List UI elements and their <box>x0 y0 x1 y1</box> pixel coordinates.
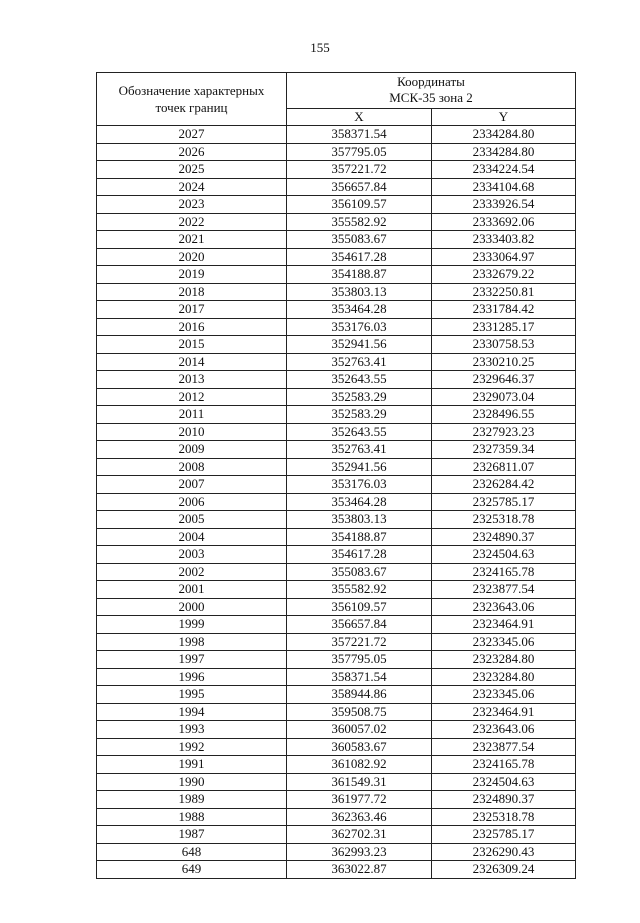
x-cell: 357221.72 <box>287 633 432 651</box>
point-cell: 2010 <box>97 423 287 441</box>
point-cell: 1998 <box>97 633 287 651</box>
table-row <box>97 826 576 844</box>
y-cell: 2323284.80 <box>432 651 576 669</box>
table-row <box>97 721 576 739</box>
y-cell: 2331784.42 <box>432 301 576 319</box>
table-row <box>97 773 576 791</box>
coordinates-table <box>96 72 576 879</box>
table-row <box>97 633 576 651</box>
point-designation-header <box>97 73 287 126</box>
table-row <box>97 196 576 214</box>
y-cell: 2325318.78 <box>432 511 576 529</box>
x-cell: 361082.92 <box>287 756 432 774</box>
table-row <box>97 581 576 599</box>
coordinates-group-header-line1: Координаты <box>397 74 465 90</box>
x-cell: 352583.29 <box>287 388 432 406</box>
point-cell: 1996 <box>97 668 287 686</box>
x-column-header: X <box>287 108 432 125</box>
point-cell: 2024 <box>97 178 287 196</box>
y-cell: 2334224.54 <box>432 161 576 179</box>
x-cell: 355083.67 <box>287 231 432 249</box>
y-cell: 2334284.80 <box>432 126 576 144</box>
point-cell: 1995 <box>97 686 287 704</box>
y-cell: 2324165.78 <box>432 563 576 581</box>
point-cell: 1999 <box>97 616 287 634</box>
table-row <box>97 756 576 774</box>
y-cell: 2326284.42 <box>432 476 576 494</box>
table-row <box>97 686 576 704</box>
x-cell: 353803.13 <box>287 511 432 529</box>
x-cell: 361977.72 <box>287 791 432 809</box>
table-row <box>97 388 576 406</box>
x-cell: 358944.86 <box>287 686 432 704</box>
y-cell: 2325785.17 <box>432 826 576 844</box>
y-cell: 2324890.37 <box>432 791 576 809</box>
point-cell: 2013 <box>97 371 287 389</box>
point-cell: 2019 <box>97 266 287 284</box>
point-cell: 2002 <box>97 563 287 581</box>
y-cell: 2323877.54 <box>432 581 576 599</box>
y-column-header: Y <box>432 108 576 125</box>
x-cell: 356109.57 <box>287 598 432 616</box>
point-cell: 2011 <box>97 406 287 424</box>
x-cell: 362702.31 <box>287 826 432 844</box>
x-cell: 355083.67 <box>287 563 432 581</box>
x-cell: 353176.03 <box>287 476 432 494</box>
y-cell: 2325318.78 <box>432 808 576 826</box>
y-cell: 2326290.43 <box>432 843 576 861</box>
y-cell: 2332679.22 <box>432 266 576 284</box>
y-cell: 2329073.04 <box>432 388 576 406</box>
y-cell: 2324504.63 <box>432 773 576 791</box>
point-cell: 2005 <box>97 511 287 529</box>
table-row <box>97 458 576 476</box>
y-cell: 2325785.17 <box>432 493 576 511</box>
table-row <box>97 336 576 354</box>
table-row <box>97 651 576 669</box>
point-cell: 1993 <box>97 721 287 739</box>
y-cell: 2331285.17 <box>432 318 576 336</box>
y-cell: 2323643.06 <box>432 721 576 739</box>
table-row <box>97 546 576 564</box>
y-cell: 2334284.80 <box>432 143 576 161</box>
x-cell: 354617.28 <box>287 546 432 564</box>
x-cell: 355582.92 <box>287 213 432 231</box>
y-cell: 2327359.34 <box>432 441 576 459</box>
y-cell: 2333403.82 <box>432 231 576 249</box>
table-row <box>97 843 576 861</box>
point-cell: 1988 <box>97 808 287 826</box>
point-cell: 2015 <box>97 336 287 354</box>
y-cell: 2323464.91 <box>432 616 576 634</box>
point-cell: 2004 <box>97 528 287 546</box>
table-row <box>97 371 576 389</box>
x-cell: 356657.84 <box>287 178 432 196</box>
x-cell: 353464.28 <box>287 493 432 511</box>
x-cell: 352763.41 <box>287 441 432 459</box>
point-designation-header-line2: точек границ <box>155 100 228 115</box>
point-cell: 1994 <box>97 703 287 721</box>
coordinates-group-header <box>287 73 576 109</box>
x-cell: 361549.31 <box>287 773 432 791</box>
point-cell: 2023 <box>97 196 287 214</box>
x-cell: 352763.41 <box>287 353 432 371</box>
table-row <box>97 616 576 634</box>
x-cell: 354188.87 <box>287 528 432 546</box>
x-cell: 353803.13 <box>287 283 432 301</box>
x-cell: 357221.72 <box>287 161 432 179</box>
y-cell: 2323877.54 <box>432 738 576 756</box>
y-cell: 2324504.63 <box>432 546 576 564</box>
table-row <box>97 668 576 686</box>
x-cell: 359508.75 <box>287 703 432 721</box>
point-designation-header-line1: Обозначение характерных <box>118 83 265 98</box>
table-row <box>97 511 576 529</box>
x-cell: 357795.05 <box>287 143 432 161</box>
x-cell: 352583.29 <box>287 406 432 424</box>
point-cell: 2017 <box>97 301 287 319</box>
y-cell: 2323643.06 <box>432 598 576 616</box>
point-cell: 1987 <box>97 826 287 844</box>
point-cell: 2025 <box>97 161 287 179</box>
point-cell: 648 <box>97 843 287 861</box>
x-cell: 358371.54 <box>287 668 432 686</box>
x-cell: 352643.55 <box>287 371 432 389</box>
x-cell: 355582.92 <box>287 581 432 599</box>
x-cell: 362363.46 <box>287 808 432 826</box>
x-cell: 356109.57 <box>287 196 432 214</box>
y-cell: 2328496.55 <box>432 406 576 424</box>
point-cell: 2000 <box>97 598 287 616</box>
x-cell: 354188.87 <box>287 266 432 284</box>
table-row <box>97 528 576 546</box>
page-number: 155 <box>310 40 330 55</box>
y-cell: 2329646.37 <box>432 371 576 389</box>
x-cell: 352941.56 <box>287 336 432 354</box>
y-cell: 2327923.23 <box>432 423 576 441</box>
point-cell: 2016 <box>97 318 287 336</box>
point-cell: 1992 <box>97 738 287 756</box>
table-row <box>97 703 576 721</box>
point-cell: 2014 <box>97 353 287 371</box>
table-row <box>97 283 576 301</box>
y-cell: 2330758.53 <box>432 336 576 354</box>
table-row <box>97 406 576 424</box>
table-row <box>97 301 576 319</box>
table-body <box>97 126 576 879</box>
x-cell: 352941.56 <box>287 458 432 476</box>
table-row <box>97 126 576 144</box>
point-cell: 1997 <box>97 651 287 669</box>
table-row <box>97 318 576 336</box>
table-row <box>97 231 576 249</box>
table-row <box>97 353 576 371</box>
table-row <box>97 423 576 441</box>
y-cell: 2332250.81 <box>432 283 576 301</box>
coordinates-group-header-line2: МСК-35 зона 2 <box>389 90 473 106</box>
point-cell: 1990 <box>97 773 287 791</box>
point-cell: 2008 <box>97 458 287 476</box>
point-cell: 2009 <box>97 441 287 459</box>
x-cell: 360583.67 <box>287 738 432 756</box>
point-cell: 2020 <box>97 248 287 266</box>
table-row <box>97 178 576 196</box>
table-row <box>97 791 576 809</box>
table-row <box>97 861 576 879</box>
x-cell: 352643.55 <box>287 423 432 441</box>
table-row <box>97 563 576 581</box>
y-cell: 2323464.91 <box>432 703 576 721</box>
point-cell: 2022 <box>97 213 287 231</box>
table-row <box>97 738 576 756</box>
y-cell: 2323345.06 <box>432 633 576 651</box>
y-cell: 2326811.07 <box>432 458 576 476</box>
y-cell: 2326309.24 <box>432 861 576 879</box>
table-row <box>97 441 576 459</box>
x-cell: 354617.28 <box>287 248 432 266</box>
table-row <box>97 213 576 231</box>
point-cell: 2026 <box>97 143 287 161</box>
point-cell: 2027 <box>97 126 287 144</box>
table-header <box>97 73 576 126</box>
y-cell: 2324165.78 <box>432 756 576 774</box>
point-cell: 649 <box>97 861 287 879</box>
table-row <box>97 808 576 826</box>
point-cell: 2007 <box>97 476 287 494</box>
y-cell: 2324890.37 <box>432 528 576 546</box>
table-row <box>97 266 576 284</box>
y-cell: 2333692.06 <box>432 213 576 231</box>
table-row <box>97 248 576 266</box>
point-cell: 2006 <box>97 493 287 511</box>
y-cell: 2323345.06 <box>432 686 576 704</box>
x-cell: 357795.05 <box>287 651 432 669</box>
y-cell: 2330210.25 <box>432 353 576 371</box>
x-cell: 353176.03 <box>287 318 432 336</box>
table-row <box>97 493 576 511</box>
x-cell: 353464.28 <box>287 301 432 319</box>
y-cell: 2333926.54 <box>432 196 576 214</box>
point-cell: 2018 <box>97 283 287 301</box>
y-cell: 2334104.68 <box>432 178 576 196</box>
point-cell: 2021 <box>97 231 287 249</box>
point-cell: 2001 <box>97 581 287 599</box>
table-row <box>97 143 576 161</box>
point-cell: 2003 <box>97 546 287 564</box>
x-cell: 358371.54 <box>287 126 432 144</box>
y-cell: 2333064.97 <box>432 248 576 266</box>
x-cell: 356657.84 <box>287 616 432 634</box>
point-cell: 1991 <box>97 756 287 774</box>
table-row <box>97 161 576 179</box>
table-row <box>97 476 576 494</box>
table-row <box>97 598 576 616</box>
x-cell: 363022.87 <box>287 861 432 879</box>
point-cell: 2012 <box>97 388 287 406</box>
y-cell: 2323284.80 <box>432 668 576 686</box>
x-cell: 362993.23 <box>287 843 432 861</box>
point-cell: 1989 <box>97 791 287 809</box>
x-cell: 360057.02 <box>287 721 432 739</box>
